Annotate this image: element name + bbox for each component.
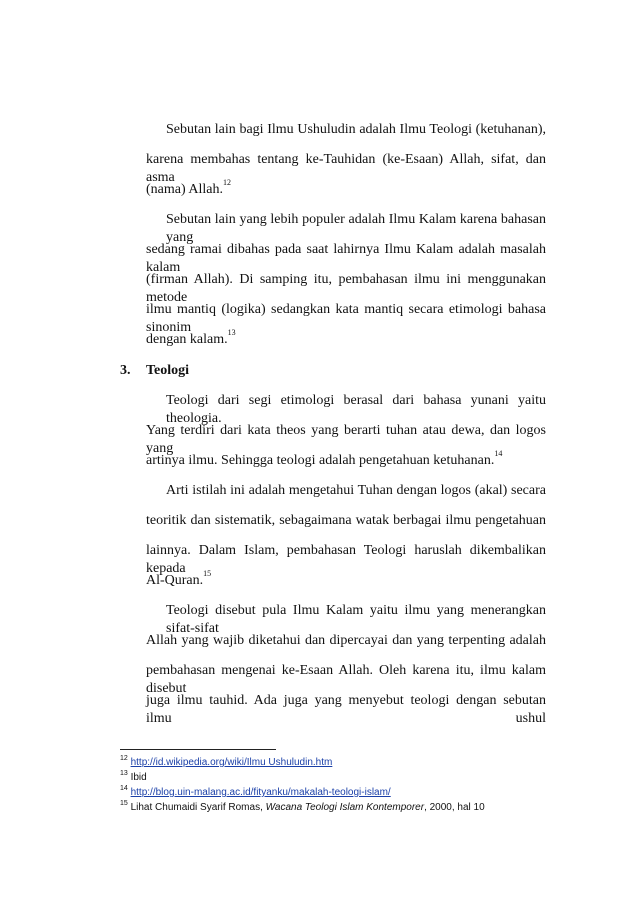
footnote-ref[interactable]: 14 xyxy=(494,449,503,458)
section-number: 3. xyxy=(120,363,131,378)
paragraph-line: pembahasan mengenai ke-Esaan Allah. Oleh karena itu, ilmu kalam disebut xyxy=(146,663,546,696)
section-heading: Teologi xyxy=(146,363,190,378)
footnote-ref[interactable]: 13 xyxy=(227,328,236,337)
paragraph-line: sedang ramai dibahas pada saat lahirnya Ilmu Kalam adalah masalah kalam xyxy=(146,242,546,275)
footnote-text: Ibid xyxy=(130,772,147,783)
footnote-number: 15 xyxy=(120,800,128,807)
paragraph-line: Yang terdiri dari kata theos yang berarti tuhan atau dewa, dan logos yang xyxy=(146,423,546,456)
paragraph-line: lainnya. Dalam Islam, pembahasan Teologi haruslah dikembalikan kepada xyxy=(146,543,546,576)
paragraph-line: Sebutan lain bagi Ilmu Ushuludin adalah Ilmu Teologi (ketuhanan), xyxy=(166,122,546,137)
footnote-text: Lihat Chumaidi Syarif Romas, xyxy=(130,802,266,813)
paragraph-line: Allah yang wajib diketahui dan dipercayai dan yang terpenting adalah xyxy=(146,633,546,648)
footnote-link[interactable]: http://blog.uin-malang.ac.id/fityanku/makalah-teologi-islam/ xyxy=(130,787,391,798)
paragraph-line: Sebutan lain yang lebih populer adalah Ilmu Kalam karena bahasan yang xyxy=(166,212,546,245)
footnote-text: , 2000, hal 10 xyxy=(424,802,485,813)
footnote xyxy=(120,756,332,769)
footnote xyxy=(120,786,391,799)
paragraph-line: juga ilmu tauhid. Ada juga yang menyebut teologi dengan sebutan ilmu ushul xyxy=(146,693,546,726)
footnote-link[interactable]: http://id.wikipedia.org/wiki/Ilmu Ushuludin.htm xyxy=(130,757,333,768)
paragraph-line: (nama) Allah.$^{12}$ xyxy=(146,178,231,197)
paragraph-line: karena membahas tentang ke-Tauhidan (ke-Esaan) Allah, sifat, dan asma xyxy=(146,152,546,185)
paragraph-line: (firman Allah). Di samping itu, pembahasan ilmu ini menggunakan metode xyxy=(146,272,546,305)
paragraph-line: artinya ilmu. Sehingga teologi adalah pengetahuan ketuhanan.$^{14}$ xyxy=(146,449,503,468)
paragraph-line: Al-Quran.$^{15}$ xyxy=(146,569,212,588)
paragraph-line: ilmu mantiq (logika) sedangkan kata mantiq secara etimologi bahasa sinonim xyxy=(146,302,546,335)
paragraph-line: Teologi disebut pula Ilmu Kalam yaitu ilmu yang menerangkan sifat-sifat xyxy=(166,603,546,636)
paragraph-line: Arti istilah ini adalah mengetahui Tuhan dengan logos (akal) secara xyxy=(166,483,546,498)
footnote xyxy=(120,801,485,814)
footnote-ref[interactable]: 12 xyxy=(222,178,231,187)
footnote-number: 12 xyxy=(120,755,128,762)
footnote-book-title: Wacana Teologi Islam Kontemporer xyxy=(265,802,425,813)
paragraph-line: dengan kalam.$^{13}$ xyxy=(146,328,236,347)
footnote xyxy=(120,771,147,784)
paragraph-line: teoritik dan sistematik, sebagaimana watak berbagai ilmu pengetahuan xyxy=(146,513,546,528)
footnote-ref[interactable]: 15 xyxy=(203,569,212,578)
footnote-number: 13 xyxy=(120,770,128,777)
footnote-number: 14 xyxy=(120,785,128,792)
paragraph-line: Teologi dari segi etimologi berasal dari bahasa yunani yaitu theologia. xyxy=(166,393,546,426)
footnote-divider xyxy=(120,749,276,750)
